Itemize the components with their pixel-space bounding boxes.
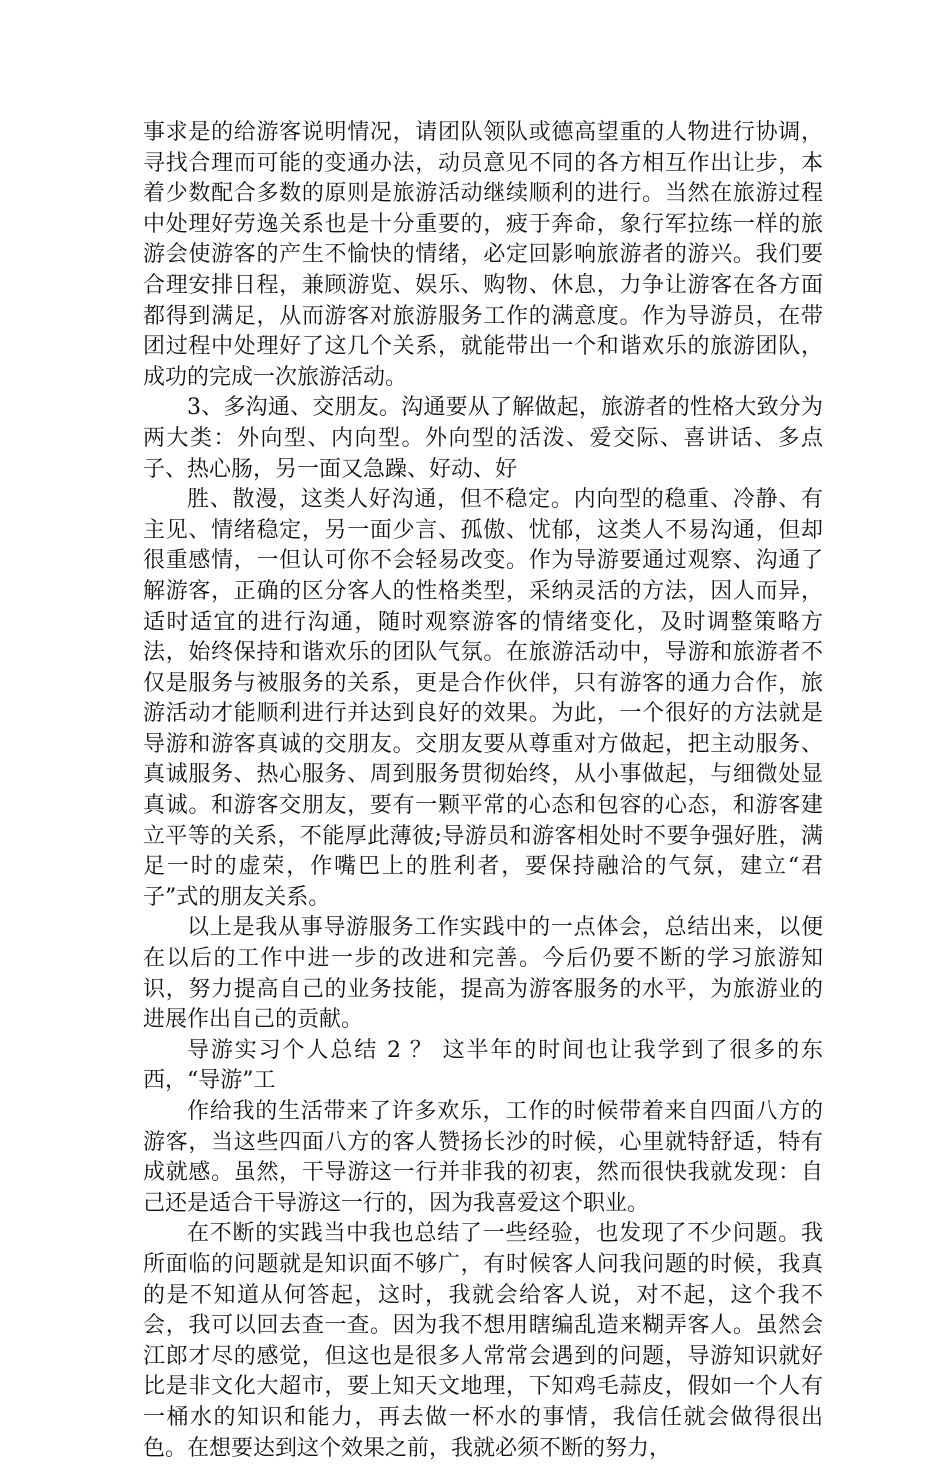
paragraph-7: 在不断的实践当中我也总结了一些经验，也发现了不少问题。我所面临的问题就是知识面不够广，有时候客人问我问题的时候，我真的是不知道从何答起，这时，我就会给客人说，对不起，这个我不会，我可以回去查一查。因为我不想用瞎编乱造来糊弄客人。虽然会江郎才尽的感觉，但这也是很多人常常会遇到的问题，导游知识就好比是非文化大超市，要上知天文地理，下知鸡毛蒜皮，假如一个人有一桶水的知识和能力，再去做一杯水的事情，我信任就会做得很出色。在想要达到这个效果之前，我就必须不断的努力， [143,1221,823,1461]
paragraph-6: 作给我的生活带来了许多欢乐，工作的时候带着来自四面八方的游客，当这些四面八方的客人赞扬长沙的时候，心里就特舒适，特有成就感。虽然，干导游这一行并非我的初衷，然而很快我就发现：自己还是适合干导游这一行的，因为我喜爱这个职业。 [143,1099,823,1216]
paragraph-3: 胜、散漫，这类人好沟通，但不稳定。内向型的稳重、冷静、有主见、情绪稳定，另一面少言、孤傲、忧郁，这类人不易沟通，但却很重感情，一但认可你不会轻易改变。作为导游要通过观察、沟通了解游客，正确的区分客人的性格类型，采纳灵活的方法，因人而异，适时适宜的进行沟通，随时观察游客的情绪变化，及时调整策略方法，始终保持和谐欢乐的团队气氛。在旅游活动中，导游和旅游者不仅是服务与被服务的关系，更是合作伙伴，只有游客的通力合作，旅游活动才能顺利进行并达到良好的效果。为此，一个很好的方法就是导游和游客真诚的交朋友。交朋友要从尊重对方做起，把主动服务、真诚服务、热心服务、周到服务贯彻始终，从小事做起，与细微处显真诚。和游客交朋友，要有一颗平常的心态和包容的心态，和游客建立平等的关系，不能厚此薄彼;导游员和游客相处时不要争强好胜，满足一时的虚荣，作嘴巴上的胜利者，要保持融洽的气氛，建立“君子”式的朋友关系。 [143,487,823,910]
paragraph-2: 3、多沟通、交朋友。沟通要从了解做起，旅游者的性格大致分为两大类：外向型、内向型。外向型的活泼、爱交际、喜讲话、多点子、热心肠，另一面又急躁、好动、好 [143,395,823,482]
paragraph-4: 以上是我从事导游服务工作实践中的一点体会，总结出来，以便在以后的工作中进一步的改进和完善。今后仍要不断的学习旅游知识，努力提高自己的业务技能，提高为游客服务的水平，为旅游业的进展作出自己的贡献。 [143,915,823,1033]
document-page [143,118,823,1464]
paragraph-5: 导游实习个人总结 2 ？ 这半年的时间也让我学到了很多的东西，“导游”工 [143,1037,823,1094]
paragraph-1: 事求是的给游客说明情况，请团队领队或德高望重的人物进行协调，寻找合理而可能的变通办法，动员意见不同的各方相互作出让步，本着少数配合多数的原则是旅游活动继续顺利的进行。当然在旅游过程中处理好劳逸关系也是十分重要的，疲于奔命，象行军拉练一样的旅游会使游客的产生不愉快的情绪，必定回影响旅游者的游兴。我们要合理安排日程，兼顾游览、娱乐、购物、休息，力争让游客在各方面都得到满足，从而游客对旅游服务工作的满意度。作为导游员，在带团过程中处理好了这几个关系，就能带出一个和谐欢乐的旅游团队，成功的完成一次旅游活动。 [143,120,823,390]
